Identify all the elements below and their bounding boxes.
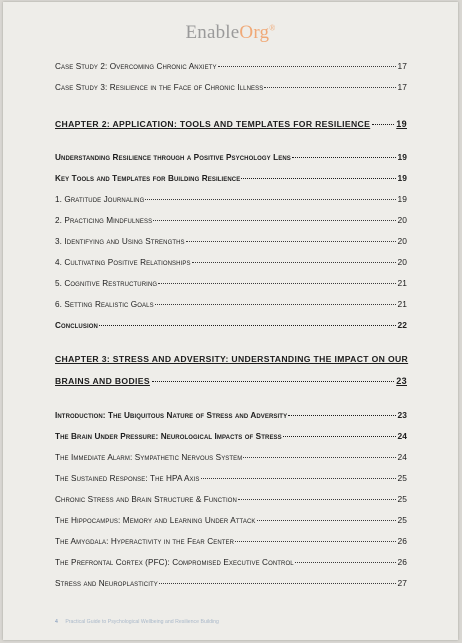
dot-leader	[192, 262, 397, 263]
toc-entry-label: The Amygdala: Hyperactivity in the Fear Center	[55, 537, 235, 546]
toc-entry-page: 17	[397, 82, 407, 92]
toc-entry[interactable]	[55, 215, 407, 226]
dot-leader	[372, 124, 394, 125]
toc-entry-label: The Immediate Alarm: Sympathetic Nervous System	[55, 453, 243, 462]
toc-entry-page: 25	[397, 473, 407, 483]
toc-entry-label: The Hippocampus: Memory and Learning Under Attack	[55, 516, 256, 525]
dot-leader	[153, 220, 396, 221]
toc-entry-page: 25	[397, 494, 407, 504]
footer-page-number: 4	[55, 619, 58, 625]
toc-entry[interactable]	[55, 299, 407, 310]
toc-entry-page: 19	[397, 194, 407, 204]
dot-leader	[241, 178, 396, 179]
toc-entry-page: 26	[397, 557, 407, 567]
toc-entry[interactable]	[55, 320, 407, 331]
chapter-2-heading[interactable]	[55, 119, 407, 130]
toc-entry-page: 17	[397, 61, 407, 71]
toc-entry-label: Case Study 3: Resilience in the Face of Chronic Illness	[55, 83, 264, 92]
dot-leader	[99, 325, 397, 326]
dot-leader	[201, 478, 397, 479]
logo-text-enable: Enable	[185, 22, 240, 43]
toc-entry-page: 19	[397, 152, 407, 162]
chapter-3-title-line2: BRAINS AND BODIES	[55, 376, 150, 386]
page-footer	[55, 619, 219, 625]
footer-title: Practical Guide to Psychological Wellbeing and Resilience Building	[65, 619, 219, 625]
toc-entry-label: The Brain Under Pressure: Neurological Impacts of Stress	[55, 432, 282, 441]
toc-entry-label: Key Tools and Templates for Building Resilience	[55, 174, 241, 183]
toc-entry[interactable]	[55, 431, 407, 442]
toc-entry-label: Stress and Neuroplasticity	[55, 579, 158, 588]
dot-leader	[186, 241, 397, 242]
toc-entry-label: Chronic Stress and Brain Structure & Function	[55, 495, 237, 504]
toc-entry-page: 26	[397, 536, 407, 546]
toc-entry-label: 5. Cognitive Restructuring	[55, 279, 158, 288]
dot-leader	[145, 199, 396, 200]
dot-leader	[218, 66, 397, 67]
toc-entry[interactable]	[55, 578, 407, 589]
toc-entry-page: 25	[397, 515, 407, 525]
dot-leader	[155, 304, 397, 305]
toc-entry-label: Understanding Resilience through a Positive Psychology Lens	[55, 153, 291, 162]
toc-entry-page: 23	[397, 410, 407, 420]
toc-entry-label: The Prefrontal Cortex (PFC): Compromised Executive Control	[55, 558, 294, 567]
dot-leader	[152, 381, 394, 382]
dot-leader	[292, 157, 397, 158]
toc-entry-page: 20	[397, 257, 407, 267]
toc-entry-label: 1. Gratitude Journaling	[55, 195, 145, 204]
toc-entry-page: 20	[397, 215, 407, 225]
toc-entry[interactable]	[55, 452, 407, 463]
chapter-2-title: CHAPTER 2: APPLICATION: TOOLS AND TEMPLATES FOR RESILIENCE	[55, 119, 371, 129]
chapter-3-page: 23	[396, 376, 407, 386]
toc-entry[interactable]	[55, 410, 407, 421]
toc-entry[interactable]	[55, 236, 407, 247]
toc-entry-page: 21	[397, 278, 407, 288]
toc-entry-label: 4. Cultivating Positive Relationships	[55, 258, 191, 267]
enableorg-logo	[3, 22, 458, 44]
toc-entry[interactable]	[55, 173, 407, 184]
logo-text-org: Org	[239, 22, 270, 43]
dot-leader	[288, 415, 396, 416]
chapter-2-page: 19	[396, 119, 407, 129]
toc-entry[interactable]	[55, 515, 407, 526]
document-page	[3, 2, 458, 640]
toc-entry-page: 22	[397, 320, 407, 330]
toc-entry[interactable]	[55, 536, 407, 547]
dot-leader	[243, 457, 396, 458]
dot-leader	[264, 87, 396, 88]
toc-entry-label: The Sustained Response: The HPA Axis	[55, 474, 200, 483]
toc-entry[interactable]	[55, 494, 407, 505]
toc-entry[interactable]	[55, 257, 407, 268]
dot-leader	[235, 541, 396, 542]
chapter-3-heading[interactable]	[55, 354, 407, 387]
toc-entry[interactable]	[55, 82, 407, 93]
dot-leader	[238, 499, 397, 500]
dot-leader	[295, 562, 397, 563]
dot-leader	[283, 436, 397, 437]
toc-entry-label: Case Study 2: Overcoming Chronic Anxiety	[55, 62, 217, 71]
toc-entry-label: 3. Identifying and Using Strengths	[55, 237, 185, 246]
toc-entry[interactable]	[55, 61, 407, 72]
toc-entry[interactable]	[55, 152, 407, 163]
chapter-3-title-line1: CHAPTER 3: STRESS AND ADVERSITY: UNDERSTANDING THE IMPACT ON OUR	[55, 354, 409, 364]
toc-entry-page: 27	[397, 578, 407, 588]
toc-entry-label: 2. Practicing Mindfulness	[55, 216, 153, 225]
toc-entry[interactable]	[55, 473, 407, 484]
toc-entry-page: 24	[397, 452, 407, 462]
toc-entry[interactable]	[55, 278, 407, 289]
registered-mark: ®	[269, 23, 276, 33]
toc-entry-label: Conclusion	[55, 321, 98, 330]
toc-entry-label: 6. Setting Realistic Goals	[55, 300, 154, 309]
toc-entry-label: Introduction: The Ubiquitous Nature of Stress and Adversity	[55, 411, 288, 420]
toc-entry[interactable]	[55, 194, 407, 205]
toc-entry-page: 24	[397, 431, 407, 441]
dot-leader	[158, 283, 396, 284]
dot-leader	[159, 583, 397, 584]
dot-leader	[257, 520, 397, 521]
toc-entry-page: 20	[397, 236, 407, 246]
toc-entry-page: 21	[397, 299, 407, 309]
toc-entry-page: 19	[397, 173, 407, 183]
toc-entry[interactable]	[55, 557, 407, 568]
